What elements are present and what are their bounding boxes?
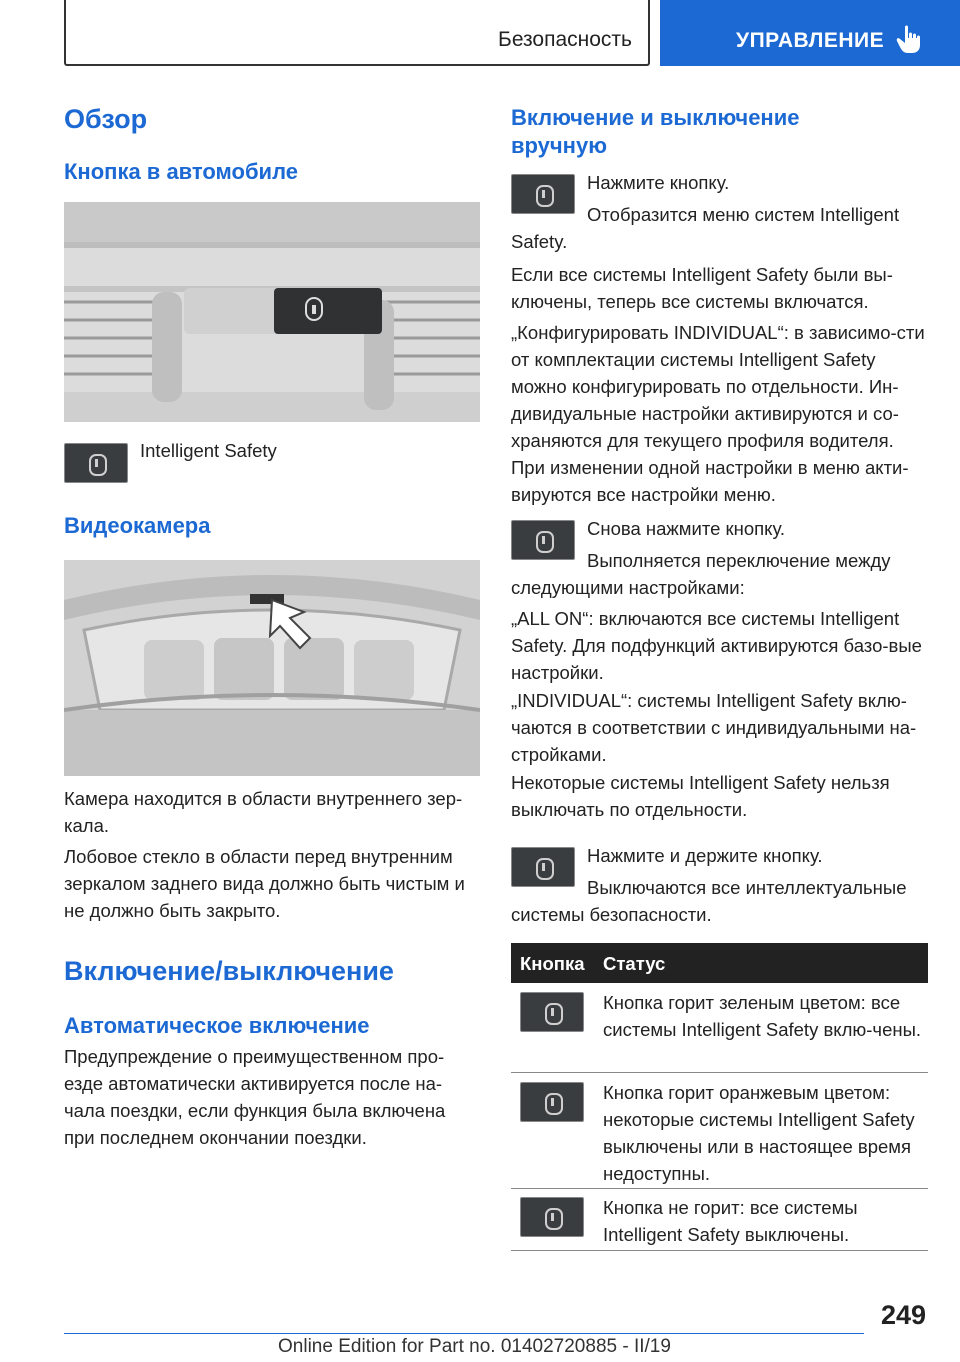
hand-pointer-icon [896,24,922,54]
page-title: Обзор [64,104,148,134]
table-divider [511,1188,928,1189]
windshield-clean-text: Лобовое стекло в области перед внутренним зеркалом заднего вида должно быть чистым и не должно быть закрыто. [64,846,465,921]
button-caption: Intelligent Safety [140,440,277,461]
camera-location-text: Камера находится в области внутреннего зер-кала. [64,788,463,836]
table-row-green: Кнопка горит зеленым цветом: все системы Intelligent Safety вклю-чены. [603,992,922,1040]
all-off-text: Если все системы Intelligent Safety были вы-ключены, теперь все системы включатся. [511,264,893,312]
table-divider [511,1250,928,1251]
onoff-heading: Включение/выключение [64,956,394,986]
status-table-header [511,943,928,983]
table-row-orange: Кнопка горит оранжевым цветом: некоторые системы Intelligent Safety выключены или в настоящее время недоступны. [603,1082,915,1184]
auto-text: Предупреждение о преимущественном про-езде автоматически активируется после на-чала поездки, если функция была включена при последнем окончании поездки. [64,1046,446,1148]
table-col-status: Статус [603,953,666,974]
header-chapter-tab [660,0,960,66]
step-toggle-result: Выполняется переключение между следующими настройками: [511,550,891,598]
step-press-again: Снова нажмите кнопку. [587,518,785,539]
button-green-icon [520,992,584,1032]
windshield-camera-photo [64,560,480,776]
manual-heading: Включение и выключение вручную [511,105,800,158]
button-orange-icon [520,1082,584,1122]
section-heading-camera: Видеокамера [64,513,211,538]
step-all-off-result: Выключаются все интеллектуальные системы безопасности. [511,877,907,925]
table-col-button: Кнопка [520,953,585,974]
dashboard-button-photo [64,202,480,422]
table-row-off: Кнопка не горит: все системы Intelligent Safety выключены. [603,1197,858,1245]
footer-edition: Online Edition for Part no. 01402720885 - II/19 [278,1336,671,1357]
button-off-icon [520,1197,584,1237]
individual-mode-text: „INDIVIDUAL“: системы Intelligent Safety вклю-чаются в соответствии с индивидуальными на-стройками. [511,690,917,765]
header-section-label: Безопасность [498,28,632,51]
header-chapter-label: УПРАВЛЕНИЕ [736,29,885,52]
cannot-disable-text: Некоторые системы Intelligent Safety нельзя выключать по отдельности. [511,772,890,820]
header-section-tab [64,0,650,66]
table-divider [511,1072,928,1073]
section-heading-button: Кнопка в автомобиле [64,159,298,184]
auto-heading: Автоматическое включение [64,1013,370,1038]
step-press-button: Нажмите кнопку. [587,172,730,193]
all-on-text: „ALL ON“: включаются все системы Intelligent Safety. Для подфункций активируются базо-вые настройки. [511,608,922,683]
step-press-hold: Нажмите и держите кнопку. [587,845,823,866]
step-menu-result: Отобразится меню систем Intelligent Safety. [511,204,900,252]
intelligent-safety-button-icon [64,443,128,483]
page-number: 249 [880,1300,926,1330]
footer-rule [64,1333,864,1334]
individual-config-text: „Конфигурировать INDIVIDUAL“: в зависимо-сти от комплектации системы Intelligent Safety можно конфигурировать по отдельности. Ин-дивидуальные настройки активируются и со-храняются для текущего профиля водителя. При изменении одной настройки в меню акти-вируются все настройки меню. [511,322,925,505]
